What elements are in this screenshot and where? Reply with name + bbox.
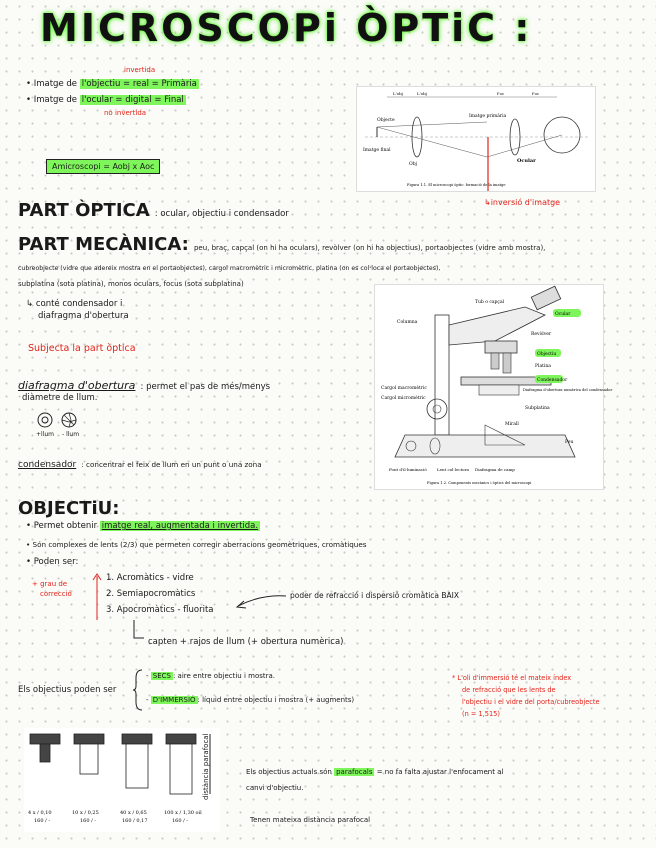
objectiu-heading: OBJECTiU: (18, 498, 120, 519)
part-optica-heading: PART ÒPTICA (18, 200, 150, 221)
invertida-note: invertida (124, 66, 156, 74)
parafocal-prefix: Els objectius actuals són (246, 768, 332, 776)
label-lobj-2: L'obj (417, 91, 427, 96)
part-mecanica-line-2: cubreobjecte (vidre que adereix mostra en el portaobjectes), cargol macromètric i micromètric, platina (on es col·loca el portaobjectes), (18, 265, 441, 272)
figure-1-caption: Figura 1.1. El microscopi òptic: formació de la imatge (407, 183, 506, 187)
oil-note-line-1: * L'oli d'immersió té el mateix índex (452, 674, 572, 682)
objectiu-type-2: 2. Semiapocromàtics (106, 589, 196, 599)
intro-line-1-prefix: Imatge de (33, 79, 77, 89)
plus-light-label: +llum (36, 431, 55, 438)
diafragma-text-2: diàmetre de llum. (22, 393, 98, 403)
label-revolver: Revòlver (531, 332, 552, 337)
label-ocular: Ocular (517, 158, 536, 164)
condensador-text: : concentrar el feix de llum en un punt o una zona (81, 460, 262, 469)
label-tub: Tub o capçal (475, 300, 505, 305)
parafocal-highlight: parafocals (336, 768, 373, 776)
intro-line-1-highlight: l'objectiu = real = Primària (81, 79, 197, 89)
capten-note: capten + rajos de llum (+ obertura numèrica) (148, 637, 344, 647)
oil-note-line-3: l'objectiu i el vidre del porta/cubreobjecte (462, 698, 600, 706)
page-title: MICROSCOPi ÒPTiC : (40, 6, 533, 50)
parafocal-line-1 (246, 768, 503, 776)
subplatina-sub-1-text: conté condensador i (35, 299, 123, 309)
part-optica-text: : ocular, objectiu i condensador (154, 209, 289, 219)
part-optica (18, 200, 289, 221)
oil-note-line-4: (n = 1,515) (462, 710, 500, 718)
parafocal-rest: = no fa falta ajustar l'enfocament al (376, 768, 504, 776)
subjecta-note: Subjecta la part òptica (28, 343, 136, 354)
correccio-note-2: correcció (40, 590, 72, 598)
objectiu-type-3: 3. Apocromàtics - fluorita (106, 605, 214, 615)
parafocal-line-3: Tenen mateixa distància parafocal (250, 816, 371, 824)
magnification-formula: Amicroscopi = Aobj x Aoc (46, 159, 160, 174)
inversio-annotation: ↳inversió d'imatge (484, 198, 561, 207)
intro-line-2-highlight: l'ocular = digital = Final (81, 95, 184, 105)
tipus-brace-icon (132, 668, 144, 712)
subplatina-sub-2: diafragma d'obertura (38, 311, 129, 321)
objectiu-bullet-2: • Són complexes de lents (2/3) que permeten corregir aberracions geomètriques, cromàtiques (26, 540, 367, 549)
no-invertida-note: no invertida (104, 109, 147, 117)
label-platina: Platina (535, 364, 551, 369)
minus-light-label: - llum (62, 431, 80, 438)
objective-3-line-1: 40 x / 0,65 (120, 810, 147, 816)
objective-1-line-1: 4 x / 0,10 (28, 810, 52, 816)
refraction-arrow-icon (232, 590, 288, 614)
condensador-line (18, 452, 262, 471)
objective-2-line-1: 10 x / 0,25 (72, 810, 99, 816)
tipus-immersio: - D'IMMERSIÓ : líquid entre objectiu i mostra (+ augments) (146, 696, 355, 704)
label-imatge-primaria: Imatge primària (469, 114, 507, 119)
correccio-note-1: + grau de (32, 580, 68, 588)
label-obj: Obj (409, 162, 417, 167)
diafragma-label: diafragma d'obertura (18, 379, 136, 392)
capten-arrow-icon (130, 618, 146, 644)
objective-3-line-2: 160 / 0,17 (122, 818, 148, 824)
figure-objectives (24, 728, 220, 832)
oil-immersion-note (452, 672, 600, 720)
label-columna: Columna (397, 320, 418, 325)
label-foc-2: f'oc (532, 91, 540, 96)
objectiu-bullet-1: • Permet obtenir imatge real, augmentada i invertida. (26, 521, 259, 531)
diafragma-line (18, 374, 270, 393)
image-formation-diagram (357, 87, 595, 191)
objective-4-line-2: 160 / - (172, 818, 189, 824)
tipus-secs: - SECS : aire entre objectiu i mostra. (146, 672, 276, 680)
intro-line-2: • Imatge de l'ocular = digital = Final (26, 95, 184, 105)
tipus-secs-text: : aire entre objectiu i mostra. (172, 672, 276, 680)
label-diafragma-obertura: Diafragma d'obertura numèrica del condensador (523, 388, 613, 392)
part-mecanica-heading: PART MECÀNICA: (18, 234, 189, 255)
objectives-diagram (24, 728, 220, 832)
label-mirall: Mirall (505, 422, 519, 427)
figure-image-formation (356, 86, 596, 192)
part-mecanica (18, 234, 545, 255)
label-subplatina: Subplatina (525, 406, 550, 411)
tipus-secs-highlight: SECS (152, 672, 171, 680)
label-cargol-micro: Cargol micromètric (381, 396, 426, 401)
refraction-note: poder de refracció i dispersió cromàtica BAIX (290, 591, 460, 600)
objectiu-bullet-1-prefix: Permet obtenir (33, 521, 98, 531)
figure-microscope-parts (374, 284, 613, 490)
microscope-parts-diagram (375, 285, 613, 489)
diaphragm-icons (36, 411, 80, 429)
label-lent-collectora: Lent col·lectora (437, 467, 469, 472)
figure-2-caption: Figura 1.2. Components mecànics i òptics del microscopi (427, 481, 532, 485)
objectiu-type-1: 1. Acromàtics - vidre (106, 573, 194, 583)
correction-arrow-icon (92, 572, 102, 622)
objective-1-line-2: 160 / - (34, 818, 51, 824)
tipus-immersio-highlight: D'IMMERSIÓ (152, 696, 196, 704)
objective-2-line-2: 160 / - (80, 818, 97, 824)
inversio-annotation-text: inversió d'imatge (490, 198, 561, 207)
label-font-illuminacio: Font d'il·luminació (389, 467, 427, 472)
label-foc-1: f'oc (497, 91, 505, 96)
intro-line-2-prefix: Imatge de (33, 95, 77, 105)
part-mecanica-line-1: peu, braç, capçal (on hi ha oculars), revòlver (on hi ha objectius), portaobjectes (vidre amb mostra), (193, 244, 546, 252)
part-mecanica-line-3: subplatina (sota platina), monos oculars, focus (sota subplatina) (18, 280, 244, 288)
label-diafragma-camp: Diafragma de camp (475, 467, 515, 472)
objectiu-bullet-3: • Poden ser: (26, 557, 79, 567)
label-objecte: Objecte (377, 118, 395, 123)
objectiu-bullet-3-text: Poden ser: (33, 557, 79, 567)
label-cargol-macro: Cargol macromètric (381, 386, 427, 391)
tipus-lead: Els objectius poden ser (18, 685, 117, 695)
tipus-immersio-text: : líquid entre objectiu i mostra (+ augments) (197, 696, 355, 704)
objectiu-bullet-1-highlight: imatge real, augmentada i invertida. (101, 521, 259, 531)
diafragma-text: : permet el pas de més/menys (140, 382, 271, 392)
label-condensador: Condensador (537, 378, 568, 383)
objectiu-bullet-2-text: Són complexes de lents (2/3) que permeten corregir aberracions geomètriques, cromàtiques (32, 540, 367, 549)
parafocal-distance-label: distància parafocal (202, 733, 210, 800)
open-diaphragm-icon (38, 413, 52, 427)
oil-note-line-2: de refracció que les lents de (462, 686, 556, 694)
label-imatge-final: Imatge final (363, 148, 391, 153)
objective-4-line-1: 100 x / 1,30 oil (164, 810, 202, 816)
parafocal-line-2: canvi d'objectiu. (246, 784, 304, 792)
label-peu: Peu (565, 440, 574, 445)
condensador-label: condensador (18, 460, 77, 470)
intro-line-1: • Imatge de l'objectiu = real = Primària (26, 79, 197, 89)
label-lobj-1: L'obj (393, 91, 403, 96)
label-ocular-2: Ocular (555, 312, 571, 317)
subplatina-sub-1: ↳ conté condensador i (26, 299, 123, 309)
label-objectiu: Objectiu (537, 352, 557, 357)
